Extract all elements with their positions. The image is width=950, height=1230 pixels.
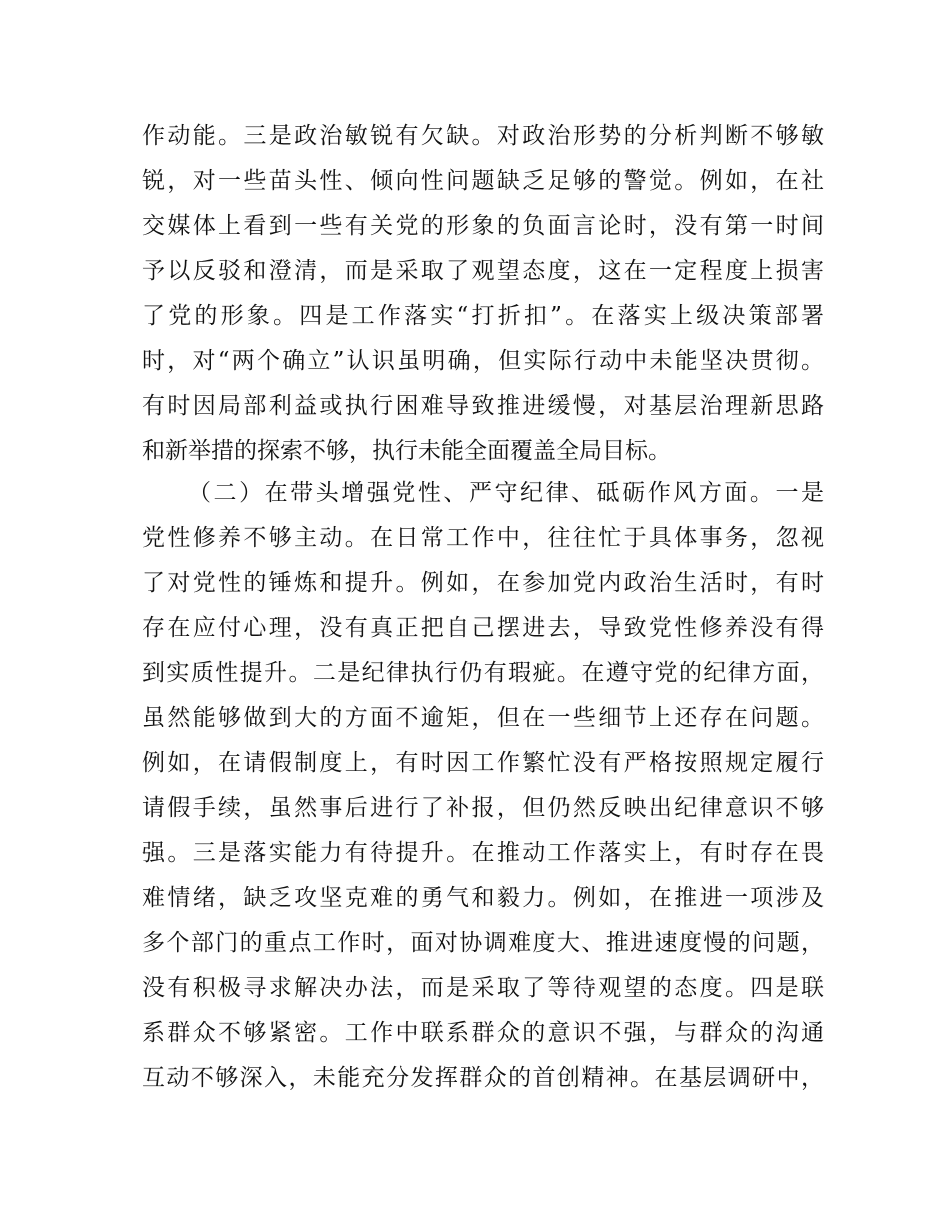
text-line: 系群众不够紧密。工作中联系群众的意识不强，与群众的沟通 [142, 1020, 824, 1046]
text-line: 到实质性提升。二是纪律执行仍有瑕疵。在遵守党的纪律方面， [142, 660, 824, 686]
text-line: 存在应付心理，没有真正把自己摆进去，导致党性修养没有得 [142, 615, 824, 641]
text-line: 锐，对一些苗头性、倾向性问题缺乏足够的警觉。例如，在社 [142, 168, 824, 194]
text-line: 难情绪，缺乏攻坚克难的勇气和毅力。例如，在推进一项涉及 [142, 885, 824, 911]
text-line: 多个部门的重点工作时，面对协调难度大、推进速度慢的问题， [142, 930, 824, 956]
text-line: 互动不够深入，未能充分发挥群众的首创精神。在基层调研中， [142, 1065, 824, 1091]
text-line: 了对党性的锤炼和提升。例如，在参加党内政治生活时，有时 [142, 570, 824, 596]
text-line: 时，对“两个确立”认识虽明确，但实际行动中未能坚决贯彻。 [142, 348, 824, 374]
text-line: 虽然能够做到大的方面不逾矩，但在一些细节上还存在问题。 [142, 705, 824, 731]
text-line: （二）在带头增强党性、严守纪律、砥砺作风方面。一是 [188, 480, 824, 506]
paragraph-2 [142, 471, 824, 1101]
text-line: 有时因局部利益或执行困难导致推进缓慢，对基层治理新思路 [142, 393, 824, 419]
text-line: 作动能。三是政治敏锐有欠缺。对政治形势的分析判断不够敏 [142, 123, 824, 149]
text-line: 交媒体上看到一些有关党的形象的负面言论时，没有第一时间 [142, 213, 824, 239]
text-line: 例如，在请假制度上，有时因工作繁忙没有严格按照规定履行 [142, 750, 824, 776]
text-line: 没有积极寻求解决办法，而是采取了等待观望的态度。四是联 [142, 975, 824, 1001]
paragraph-1 [142, 114, 824, 474]
text-line: 和新举措的探索不够，执行未能全面覆盖全局目标。 [142, 438, 671, 464]
text-line: 党性修养不够主动。在日常工作中，往往忙于具体事务，忽视 [142, 525, 824, 551]
text-line: 了党的形象。四是工作落实“打折扣”。在落实上级决策部署 [142, 303, 824, 329]
text-line: 予以反驳和澄清，而是采取了观望态度，这在一定程度上损害 [142, 258, 824, 284]
text-line: 强。三是落实能力有待提升。在推动工作落实上，有时存在畏 [142, 840, 824, 866]
text-line: 请假手续，虽然事后进行了补报，但仍然反映出纪律意识不够 [142, 795, 824, 821]
